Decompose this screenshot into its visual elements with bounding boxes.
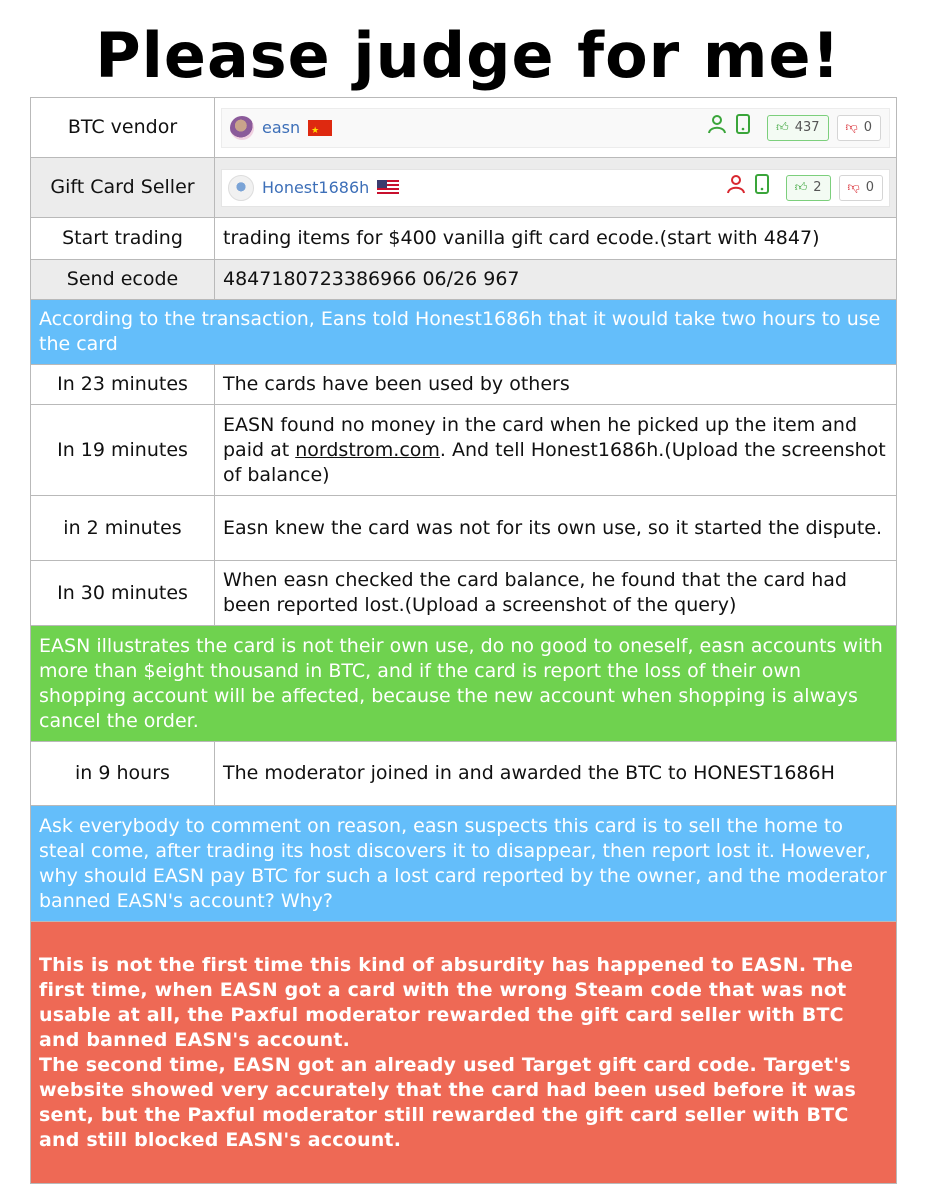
note-row bbox=[31, 806, 897, 922]
table-row bbox=[31, 260, 897, 300]
thumbs-down-count bbox=[837, 115, 881, 141]
seller-profile-card[interactable] bbox=[221, 169, 890, 207]
usa-flag-icon bbox=[377, 180, 399, 195]
table-row bbox=[31, 218, 897, 260]
row-text: 4847180723386966 06/26 967 bbox=[215, 260, 897, 300]
row-text: The cards have been used by others bbox=[215, 365, 897, 405]
note-history-second: The second time, EASN got an already used Target gift card code. Target's website showed very accurately that the card had been used before it was sent, but the Paxful moderator still rewarded the gift card seller with BTC and still blocked EASN's account. bbox=[39, 1053, 857, 1151]
note-transaction: According to the transaction, Eans told Honest1686h that it would take two hours to use the card bbox=[31, 300, 897, 365]
nordstrom-link[interactable]: nordstrom.com bbox=[295, 438, 440, 461]
btc-vendor-label: BTC vendor bbox=[31, 98, 215, 158]
note-row bbox=[31, 922, 897, 1184]
row-label: in 9 hours bbox=[31, 742, 215, 806]
vendor-username[interactable]: easn bbox=[262, 118, 301, 137]
phone-verified-icon bbox=[735, 114, 751, 141]
page-title: Please judge for me! bbox=[95, 19, 841, 92]
avatar[interactable] bbox=[230, 116, 254, 140]
thumbs-down-icon: 👎︎ bbox=[847, 180, 860, 194]
thumbs-up-count bbox=[767, 115, 828, 141]
seller-thumbs-down: 0 bbox=[865, 180, 874, 195]
thumbs-up-icon: 👍︎ bbox=[776, 120, 789, 134]
case-table bbox=[30, 97, 897, 1184]
user-online-icon bbox=[707, 114, 727, 141]
table-row-btc-vendor bbox=[31, 98, 897, 158]
note-history bbox=[31, 922, 897, 1184]
table-row bbox=[31, 405, 897, 496]
note-explanation: EASN illustrates the card is not their own use, do no good to oneself, easn accounts with more than $eight thousand in BTC, and if the card is report the loss of their own shopping account will be affected, because the new account when shopping is always cancel the order. bbox=[31, 626, 897, 742]
thumbs-down-count bbox=[839, 175, 883, 201]
note-history-first: This is not the first time this kind of absurdity has happened to EASN. The first time, when EASN got a card with the wrong Steam code that was not usable at all, the Paxful moderator rewarded the gift card seller with BTC and banned EASN's account. bbox=[39, 953, 854, 1051]
vendor-profile-card[interactable] bbox=[221, 108, 890, 148]
avatar[interactable] bbox=[228, 175, 254, 201]
thumbs-up-icon: 👍︎ bbox=[794, 180, 808, 194]
user-offline-icon bbox=[726, 174, 746, 201]
vendor-thumbs-up: 437 bbox=[794, 120, 820, 135]
row-text: The moderator joined in and awarded the BTC to HONEST1686H bbox=[215, 742, 897, 806]
table-row bbox=[31, 365, 897, 405]
note-row bbox=[31, 626, 897, 742]
row-label: in 2 minutes bbox=[31, 496, 215, 561]
vendor-thumbs-down: 0 bbox=[863, 120, 872, 135]
table-row-gift-card-seller bbox=[31, 158, 897, 218]
seller-card-cell bbox=[215, 158, 897, 218]
seller-username[interactable]: Honest1686h bbox=[262, 178, 370, 197]
row-label: In 19 minutes bbox=[31, 405, 215, 496]
row-text-part: . And tell Honest1686h.(Upload the screenshot of balance) bbox=[223, 438, 886, 486]
btc-vendor-card-cell bbox=[215, 98, 897, 158]
row-label: Start trading bbox=[31, 218, 215, 260]
row-text: trading items for $400 vanilla gift card ecode.(start with 4847) bbox=[215, 218, 897, 260]
seller-label: Gift Card Seller bbox=[31, 158, 215, 218]
table-row bbox=[31, 496, 897, 561]
row-text-part: EASN found no money in the card when he picked up the item and paid at bbox=[223, 413, 858, 461]
row-text: When easn checked the card balance, he found that the card had been reported lost.(Upload a screenshot of the query) bbox=[215, 561, 897, 626]
row-label: Send ecode bbox=[31, 260, 215, 300]
thumbs-down-icon: 👎︎ bbox=[845, 120, 858, 134]
row-label: In 23 minutes bbox=[31, 365, 215, 405]
table-row bbox=[31, 561, 897, 626]
thumbs-up-count bbox=[786, 175, 831, 201]
note-question: Ask everybody to comment on reason, easn suspects this card is to sell the home to steal come, after trading its host discovers it to disappear, then report lost it. However, why should EASN pay BTC for such a lost card reported by the owner, and the moderator banned EASN's account? Why? bbox=[31, 806, 897, 922]
note-row bbox=[31, 300, 897, 365]
row-text: Easn knew the card was not for its own use, so it started the dispute. bbox=[215, 496, 897, 561]
phone-verified-icon bbox=[754, 174, 770, 201]
row-label: In 30 minutes bbox=[31, 561, 215, 626]
row-text bbox=[215, 405, 897, 496]
china-flag-icon bbox=[308, 120, 332, 136]
table-row bbox=[31, 742, 897, 806]
seller-thumbs-up: 2 bbox=[813, 180, 822, 195]
